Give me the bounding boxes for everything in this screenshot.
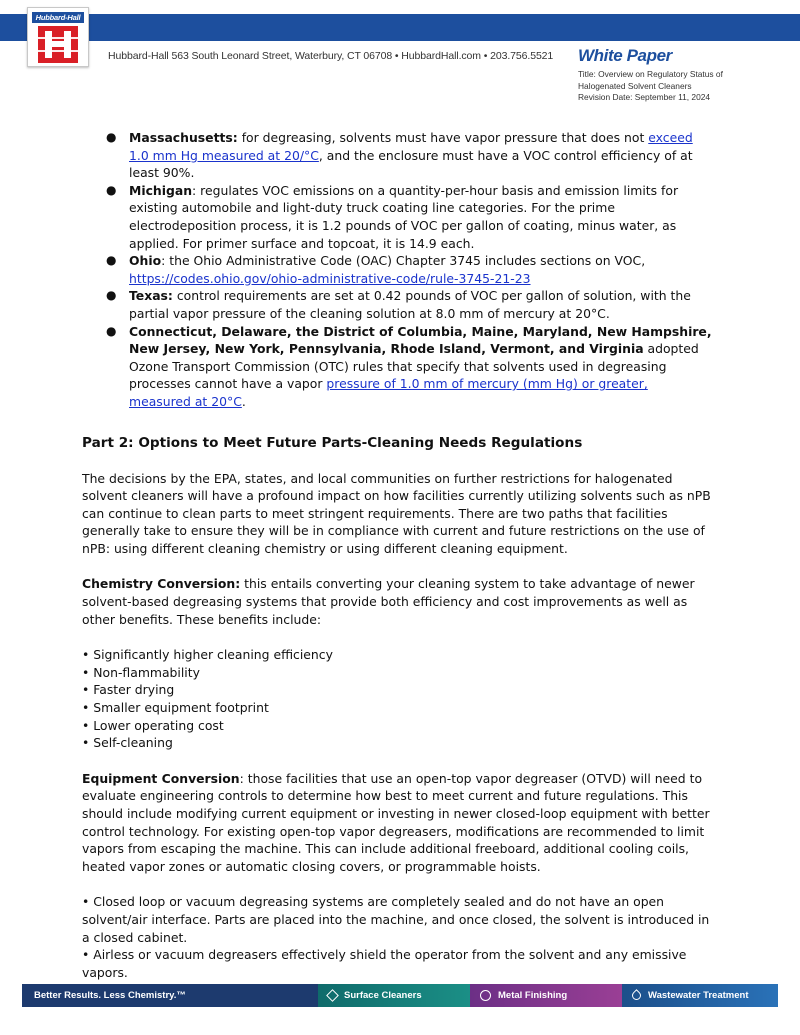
state-regulations-list	[82, 129, 712, 411]
list-item	[82, 129, 712, 182]
list-item: • Smaller equipment footprint	[82, 700, 269, 716]
state-name: Connecticut, Delaware, the District of Columbia, Maine, Maryland, New Hampshire, New Jersey, New York, Pennsylvania, Rhode Island, Vermont, and Virginia	[129, 323, 712, 357]
item-text: : regulates VOC emissions on a quantity-per-hour basis and emission limits for existing automobile and light-duty truck coating line categories. For the prime electrodeposition process, it is 1.2 pounds of VOC per gallon of coating, minus water, as applied. For primer surface and topcoat, it is 14.9 each.	[129, 182, 679, 251]
list-item: • Significantly higher cleaning efficiency	[82, 647, 333, 663]
regulation-link[interactable]: exceed 1.0 mm Hg measured at 20/°C	[129, 130, 693, 163]
list-item	[82, 323, 712, 411]
footer-surface-cleaners[interactable]	[318, 984, 470, 1007]
item-text: control requirements are set at 0.42 pounds of VOC per gallon of solution, with the partial vapor pressure of the cleaning solution at 8.0 mm of mercury at 20°C.	[129, 288, 691, 321]
item-text: , and the enclosure must have a VOC control efficiency of at least 90%.	[129, 147, 693, 181]
chemistry-label: Chemistry Conversion:	[82, 576, 241, 592]
company-address: Hubbard-Hall 563 South Leonard Street, Waterbury, CT 06708 • HubbardHall.com • 203.756.5521	[108, 50, 554, 62]
tagline-text: Better Results. Less Chemistry.™	[34, 990, 186, 1001]
closed-loop-paragraph: • Closed loop or vacuum degreasing systems are completely sealed and do not have an open solvent/air interface. Parts are placed into the machine, and once closed, the solvent is introduced in a closed cabinet.	[82, 894, 710, 945]
title-line-2: Halogenated Solvent Cleaners	[578, 80, 692, 91]
benefits-list	[82, 646, 712, 752]
equipment-paragraph	[82, 770, 712, 876]
item-text: for degreasing, solvents must have vapor pressure that does not	[237, 130, 649, 145]
water-drop-icon	[630, 989, 643, 1002]
state-name: Ohio	[129, 253, 162, 269]
list-item	[82, 182, 712, 252]
equipment-text: : those facilities that use an open-top vapor degreaser (OTVD) will need to evaluate engineering controls to determine how best to meet current and future regulations. This should include modifying current equipment or investing in newer closed-loop equipment with better control technology. For existing open-top vapor degreasers, modifications are recommended to limit vapors from escaping the machine. This can include additional freeboard, additional cooling coils, heated vapor zones or automatic closing covers, or programmable hoists.	[82, 770, 710, 874]
document-meta	[578, 69, 778, 104]
list-item: • Self-cleaning	[82, 735, 173, 751]
wastewater-label: Wastewater Treatment	[648, 990, 749, 1001]
item-text: adopted Ozone Transport Commission (OTC) rules that specify that solvents used in degreasing processes cannot have a vapor	[129, 341, 699, 392]
logo-wordmark: Hubbard-Hall	[32, 12, 84, 23]
bullet-icon: ●	[106, 182, 117, 197]
list-item: • Lower operating cost	[82, 717, 224, 733]
item-text: .	[241, 393, 246, 409]
header-bar	[0, 14, 800, 41]
state-name: Massachusetts:	[129, 130, 238, 145]
list-item: • Faster drying	[82, 682, 175, 698]
chemistry-paragraph	[82, 575, 712, 628]
document-type: White Paper	[578, 46, 672, 65]
item-text: : the Ohio Administrative Code (OAC) Chapter 3745 includes sections on VOC,	[161, 253, 646, 269]
footer-wastewater-treatment[interactable]	[622, 984, 778, 1007]
regulation-link[interactable]: pressure of 1.0 mm of mercury (mm Hg) or greater, measured at 20°C	[129, 376, 648, 409]
metal-finishing-label: Metal Finishing	[498, 990, 568, 1001]
bullet-icon: ●	[106, 288, 117, 303]
state-name: Michigan	[129, 182, 193, 198]
airless-paragraph: • Airless or vacuum degreasers effectively shield the operator from the solvent and any emissive vapors.	[82, 947, 687, 980]
chemistry-text: this entails converting your cleaning system to take advantage of newer solvent-based degreasing systems that provide both efficiency and cost improvements as well as other benefits. These benefits include:	[82, 576, 695, 627]
bullet-icon: ●	[106, 323, 117, 338]
footer-banner	[22, 984, 778, 1007]
intro-paragraph: The decisions by the EPA, states, and local communities on further restrictions for halogenated solvent cleaners will have a profound impact on how facilities currently utilizing solvents such as nPB can continue to clean parts to meet stringent requirements. There are two paths that facilities generally take to ensure they will be in compliance with current and future restrictions on the use of nPB: using different cleaning chemistry or using different cleaning equipment.	[82, 470, 711, 556]
title-line-1: Title: Overview on Regulatory Status of	[578, 69, 723, 79]
company-logo[interactable]	[27, 7, 89, 67]
list-item: • Non-flammability	[82, 664, 200, 680]
revision-date: Revision Date: September 11, 2024	[578, 92, 711, 102]
footer-metal-finishing[interactable]	[470, 984, 622, 1007]
list-item	[82, 252, 712, 287]
metal-finishing-icon	[480, 990, 491, 1001]
state-name: Texas:	[129, 288, 173, 304]
bullet-icon: ●	[106, 130, 117, 144]
logo-h-mark	[38, 26, 78, 63]
bullet-icon: ●	[106, 253, 117, 268]
surface-cleaners-label: Surface Cleaners	[344, 990, 422, 1001]
section-heading: Part 2: Options to Meet Future Parts-Cleaning Needs Regulations	[82, 434, 583, 451]
surface-cleaners-icon	[326, 989, 339, 1002]
footer-tagline	[22, 984, 318, 1007]
list-item	[82, 287, 712, 322]
equipment-label: Equipment Conversion	[82, 770, 240, 786]
ohio-code-link[interactable]: https://codes.ohio.gov/ohio-administrative-code/rule-3745-21-23	[129, 270, 531, 286]
document-body	[82, 129, 712, 981]
